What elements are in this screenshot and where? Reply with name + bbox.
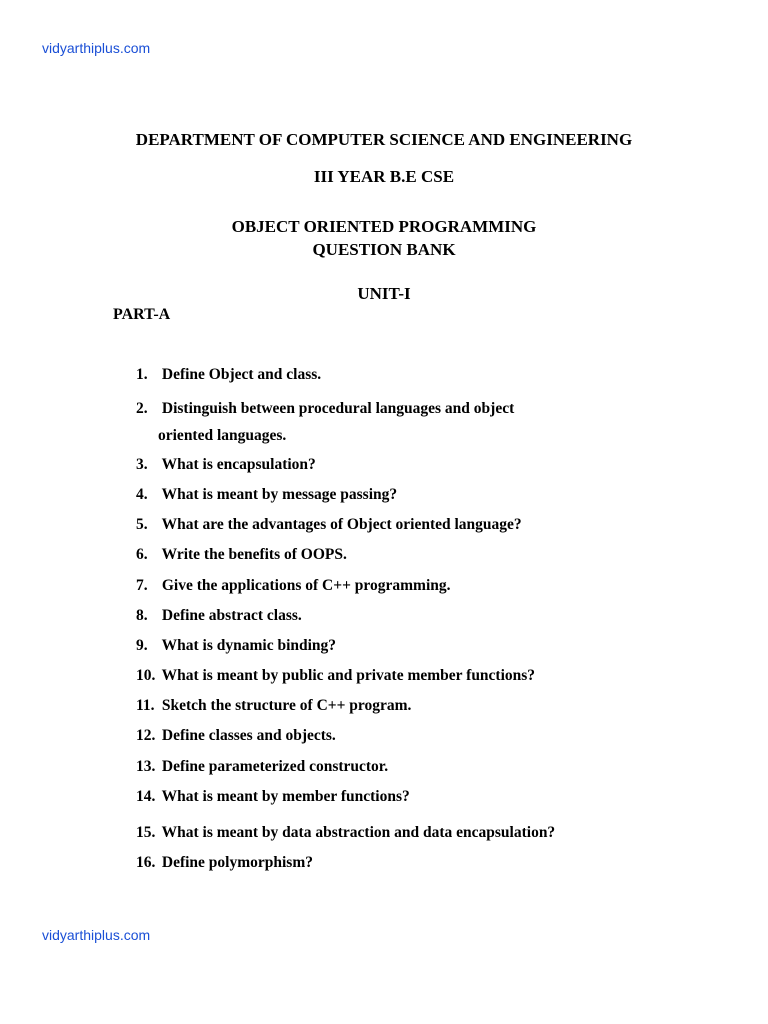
question-item: 11. Sketch the structure of C++ program. [136, 697, 412, 714]
site-link-top[interactable]: vidyarthiplus.com [42, 40, 151, 56]
question-bank-title: QUESTION BANK [312, 240, 456, 259]
subject-title: OBJECT ORIENTED PROGRAMMING [231, 217, 537, 236]
question-item: 14. What is meant by member functions? [136, 788, 410, 805]
question-item: 16. Define polymorphism? [136, 854, 313, 871]
part-label: PART-A [113, 306, 171, 323]
question-item: 2. Distinguish between procedural languages and object oriented languages. [136, 400, 515, 444]
department-title: DEPARTMENT OF COMPUTER SCIENCE AND ENGINEERING [135, 130, 633, 149]
unit-title: UNIT-I [357, 284, 411, 303]
question-item: 7. Give the applications of C++ programming. [136, 577, 451, 594]
question-item: 4. What is meant by message passing? [136, 486, 398, 503]
question-item: 8. Define abstract class. [136, 607, 302, 624]
question-item: 6. Write the benefits of OOPS. [136, 546, 347, 563]
question-item: 1. Define Object and class. [136, 366, 322, 383]
question-item: 5. What are the advantages of Object oriented language? [136, 516, 522, 533]
site-link-bottom[interactable]: vidyarthiplus.com [42, 927, 151, 943]
question-item: 9. What is dynamic binding? [136, 637, 337, 654]
question-item: 12. Define classes and objects. [136, 727, 336, 744]
question-item: 3. What is encapsulation? [136, 456, 316, 473]
question-item: 10. What is meant by public and private member functions? [136, 667, 536, 684]
question-item: 15. What is meant by data abstraction and data encapsulation? [136, 824, 556, 841]
question-item: 13. Define parameterized constructor. [136, 758, 389, 775]
year-title: III YEAR B.E CSE [313, 167, 455, 186]
